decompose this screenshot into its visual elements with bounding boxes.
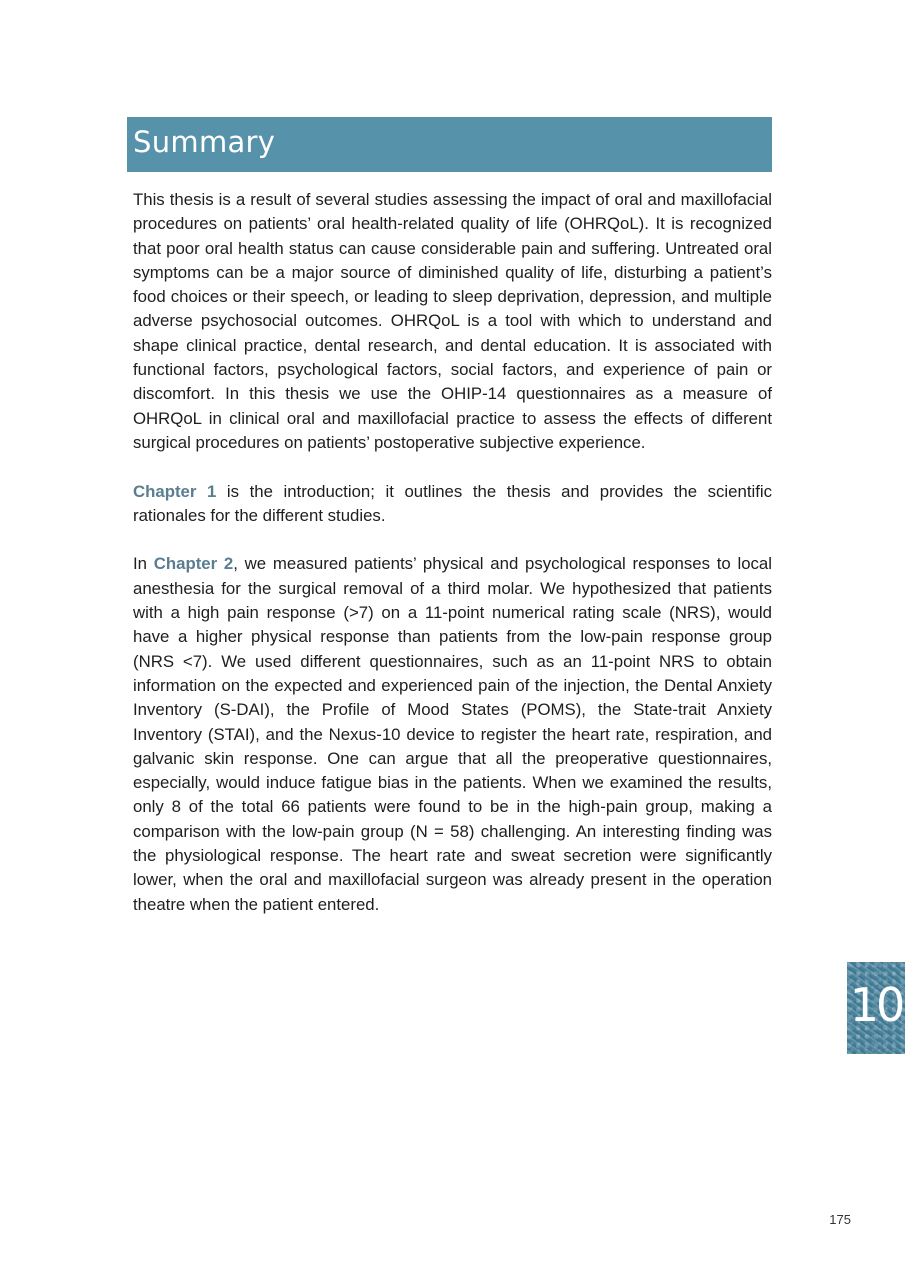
page-number: 175: [829, 1212, 851, 1227]
summary-body: [133, 188, 772, 941]
chapter-reference: Chapter 1: [133, 481, 217, 501]
paragraph-chapter-1: [133, 480, 772, 529]
chapter-tab-number: 10: [849, 978, 903, 1032]
chapter-tab: [847, 962, 905, 1054]
paragraph-text: In: [133, 554, 154, 574]
chapter-reference: Chapter 2: [153, 554, 234, 574]
paragraph-text: is the introduction; it outlines the thesis and provides the scientific rationales for the different studies.: [133, 481, 772, 525]
paragraph-chapter-2: [133, 552, 772, 916]
paragraph-intro: [133, 188, 772, 455]
page-title: Summary: [133, 125, 276, 159]
paragraph-text: This thesis is a result of several studies assessing the impact of oral and maxillofacial procedures on patients’ oral health-related quality of life (OHRQoL). It is recognized that poor oral health status can cause considerable pain and suffering. Untreated oral symptoms can be a major source of diminished quality of life, disturbing a patient’s food choices or their speech, or leading to sleep deprivation, depression, and multiple adverse psychosocial outcomes. OHRQoL is a tool with which to understand and shape clinical practice, dental research, and dental education. It is associated with functional factors, psychological factors, social factors, and experience of pain or discomfort. In this thesis we use the OHIP-14 questionnaires as a measure of OHRQoL in clinical oral and maxillofacial practice to assess the effects of different surgical procedures on patients’ postoperative subjective experience.: [133, 190, 772, 452]
paragraph-text: , we measured patients’ physical and psychological responses to local anesthesia for the surgical removal of a third molar. We hypothesized that patients with a high pain response (>7) on a 11-point numerical rating scale (NRS), would have a higher physical response than patients from the low-pain response group (NRS <7). We used different questionnaires, such as an 11-point NRS to obtain information on the expected and experienced pain of the injection, the Dental Anxiety Inventory (S-DAI), the Profile of Mood States (POMS), the State-trait Anxiety Inventory (STAI), and the Nexus-10 device to register the heart rate, respiration, and galvanic skin response. One can argue that all the preoperative questionnaires, especially, would induce fatigue bias in the patients. When we examined the results, only 8 of the total 66 patients were found to be in the high-pain group, making a comparison with the low-pain group (N = 58) challenging. An interesting finding was the physiological response. The heart rate and sweat secretion were significantly lower, when the oral and maxillofacial surgeon was already present in the operation theatre when the patient entered.: [133, 554, 772, 914]
section-title-bar: [127, 117, 772, 172]
